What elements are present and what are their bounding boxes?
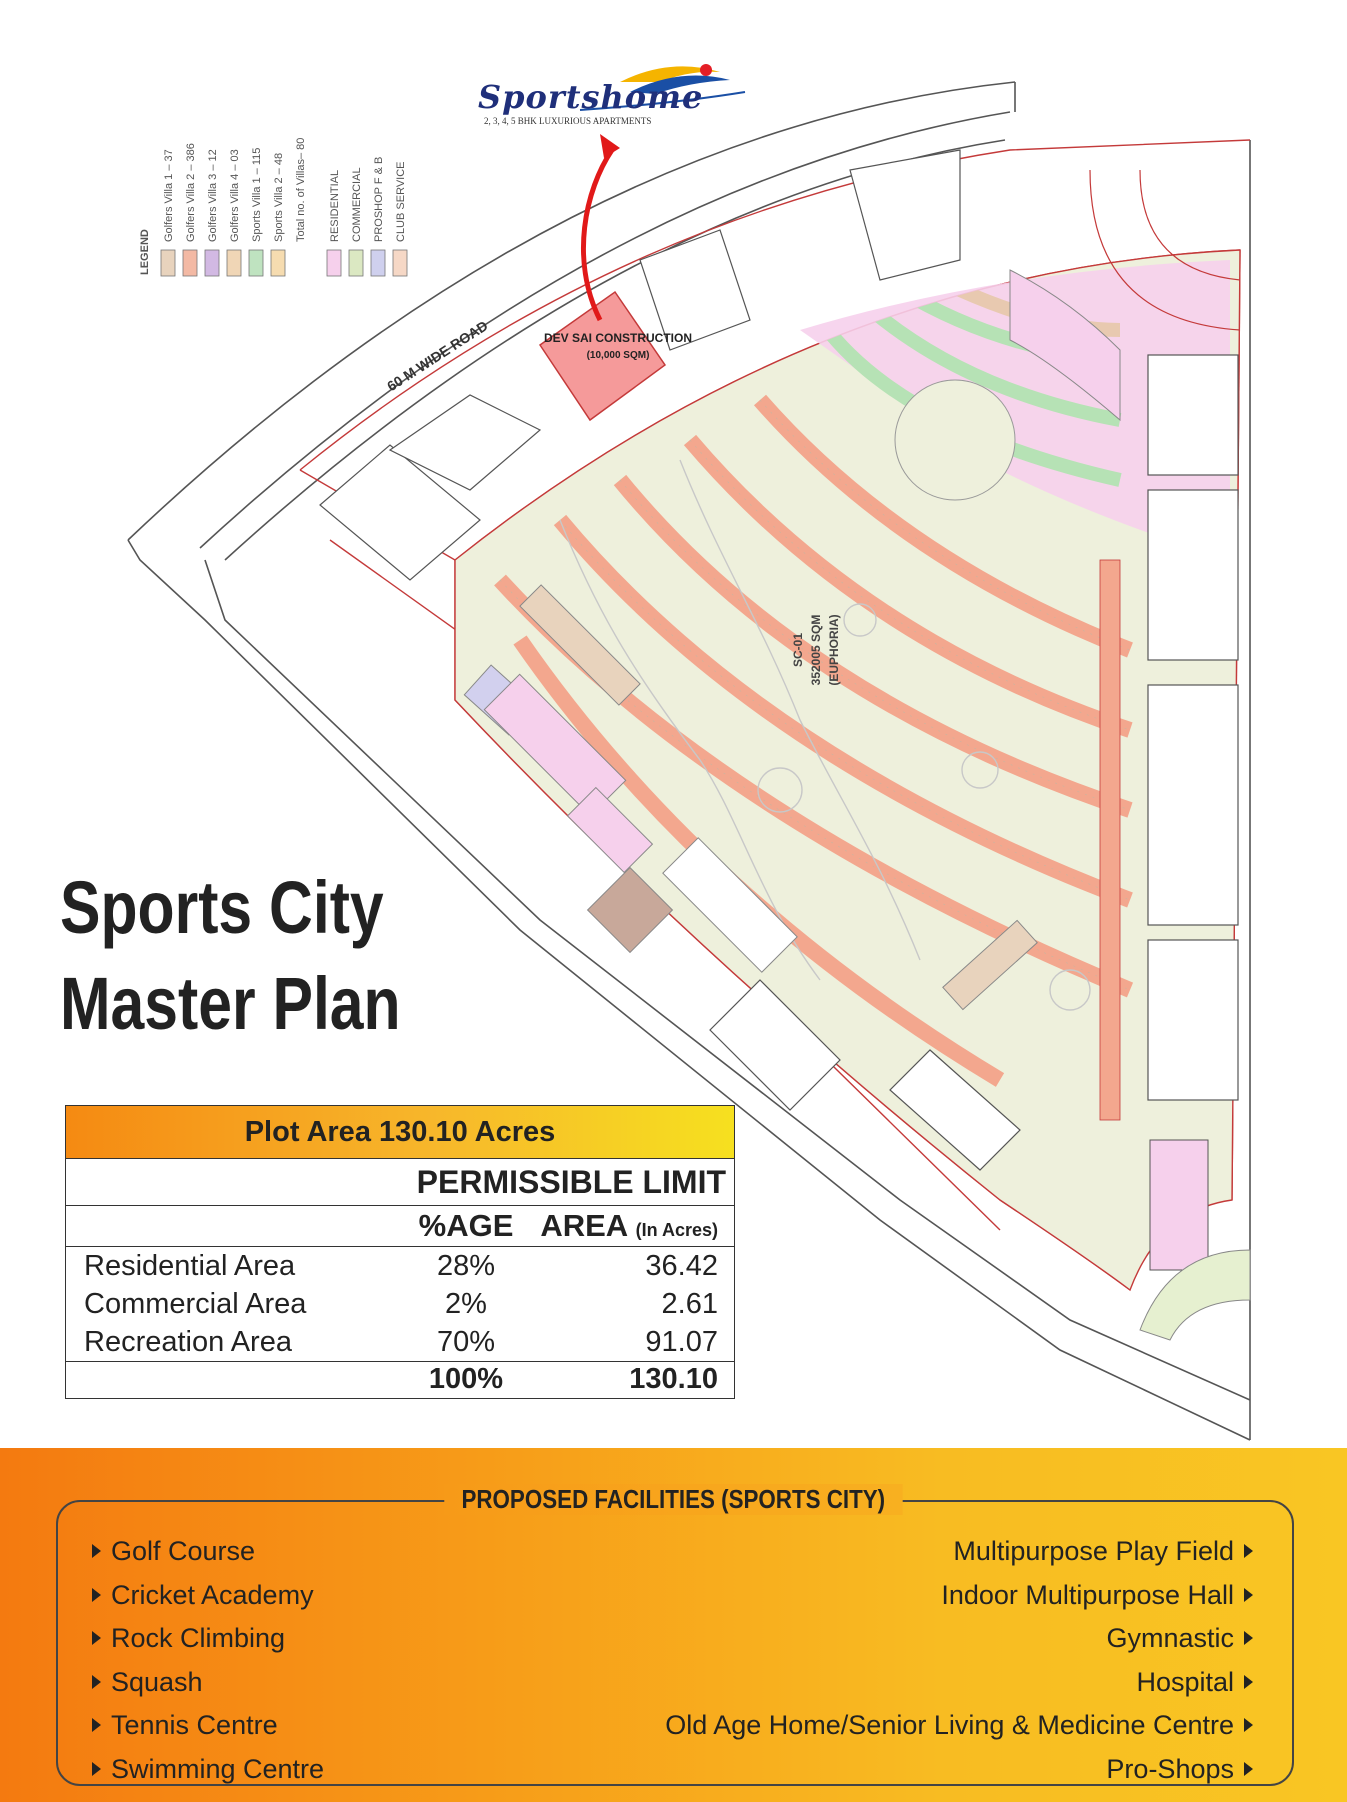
legend-swatch: [205, 250, 219, 276]
legend-entry: [393, 162, 407, 277]
row-pct: 2%: [445, 1288, 487, 1320]
row-pct: 28%: [436, 1250, 496, 1282]
center-label-line1: SC-01: [791, 632, 805, 668]
list-item: Old Age Home/Senior Living & Medicine Centre: [665, 1704, 1253, 1748]
list-item: Hospital: [665, 1661, 1253, 1705]
legend-label: COMMERCIAL: [351, 167, 363, 242]
legend-swatch: [227, 250, 241, 276]
list-item: Tennis Centre: [92, 1704, 324, 1748]
dev-sai-label: DEV SAI CONSTRUCTION: [543, 331, 693, 345]
legend-entry: [271, 153, 285, 276]
legend-label: CLUB SERVICE: [395, 161, 407, 242]
legend-label: Sports Villa 2 – 48: [273, 152, 285, 242]
logo-wordmark: Sportshome: [478, 78, 704, 116]
table-row: [66, 1323, 734, 1362]
legend-label: Golfers Villa 2 – 386: [185, 143, 197, 242]
arrow-to-plot: [583, 150, 612, 320]
legend-entry: [227, 149, 241, 276]
legend-label: Golfers Villa 1 – 37: [163, 149, 175, 242]
legend-label: Total no. of Villas– 80: [295, 137, 307, 242]
total-row: [66, 1362, 734, 1398]
list-item: Cricket Academy: [92, 1574, 324, 1618]
logo-tagline: 2, 3, 4, 5 BHK LUXURIOUS APARTMENTS: [484, 116, 652, 126]
legend-items: [161, 138, 407, 276]
legend-entry: [371, 157, 385, 276]
legend-entry: [249, 148, 263, 276]
row-pct: 70%: [436, 1326, 496, 1358]
legend-swatch: [161, 250, 175, 276]
legend-swatch: [327, 250, 341, 276]
legend: [139, 229, 151, 275]
col-pct-header: %AGE: [418, 1208, 514, 1243]
legend-entry: [183, 143, 197, 276]
list-item: Indoor Multipurpose Hall: [665, 1574, 1253, 1618]
legend-label: Golfers Villa 4 – 03: [229, 149, 241, 242]
dev-sai-area: (10,000 SQM): [586, 350, 650, 361]
legend-label: Golfers Villa 3 – 12: [207, 149, 219, 242]
legend-entry: [205, 149, 219, 276]
row-area: 91.07: [645, 1326, 718, 1358]
list-item: Gymnastic: [665, 1617, 1253, 1661]
permissible-row: [66, 1159, 734, 1206]
total-pct: 100%: [428, 1363, 504, 1395]
legend-entry: [349, 167, 363, 276]
area-table: [65, 1105, 735, 1399]
legend-label: Sports Villa 1 – 115: [251, 147, 263, 242]
legend-swatch: [371, 250, 385, 276]
legend-swatch: [393, 250, 407, 276]
title-line-2: Master Plan: [60, 962, 401, 1045]
table-row: [66, 1285, 734, 1323]
page-title: [60, 860, 401, 1052]
legend-entry: [295, 138, 307, 242]
villa-column: [1100, 560, 1120, 1120]
list-item: Multipurpose Play Field: [665, 1530, 1253, 1574]
row-area: 36.42: [645, 1250, 718, 1282]
col-area-unit: (In Acres): [635, 1220, 718, 1240]
commercial-blocks: [1148, 355, 1238, 1100]
total-area: 130.10: [629, 1363, 718, 1395]
row-label: Recreation Area: [84, 1326, 292, 1358]
list-item: Squash: [92, 1661, 324, 1705]
title-line-1: Sports City: [60, 866, 384, 949]
facilities-right-list: [665, 1530, 1253, 1791]
row-label: Commercial Area: [84, 1288, 307, 1320]
legend-swatch: [183, 250, 197, 276]
sportshome-logo: [470, 52, 750, 132]
column-header-row: [66, 1206, 734, 1247]
list-item: Rock Climbing: [92, 1617, 324, 1661]
legend-label: PROSHOP F & B: [373, 156, 385, 242]
row-label: Residential Area: [84, 1250, 296, 1282]
cricket-ground: [895, 380, 1015, 500]
table-row: [66, 1247, 734, 1285]
facilities-left-list: [92, 1530, 324, 1791]
legend-label: RESIDENTIAL: [329, 169, 341, 242]
col-area-header: [540, 1206, 718, 1250]
center-label-line3: (EUPHORIA): [827, 614, 841, 686]
row-area: 2.61: [661, 1288, 718, 1320]
list-item: Swimming Centre: [92, 1748, 324, 1792]
permissible-label: PERMISSIBLE LIMIT: [416, 1164, 726, 1200]
col-area-label: AREA: [540, 1208, 628, 1243]
list-item: Pro-Shops: [665, 1748, 1253, 1792]
legend-entry: [161, 149, 175, 276]
legend-swatch: [271, 250, 285, 276]
table-header: Plot Area 130.10 Acres: [66, 1106, 734, 1159]
facilities-title-wrap: [0, 1484, 1347, 1515]
legend-swatch: [249, 250, 263, 276]
legend-swatch: [349, 250, 363, 276]
legend-title: LEGEND: [139, 229, 151, 275]
center-label-line2: 352005 SQM: [809, 614, 823, 686]
list-item: Golf Course: [92, 1530, 324, 1574]
commercial-block-pink: [1150, 1140, 1208, 1270]
facilities-panel: [0, 1448, 1347, 1802]
road-label: 60 M WIDE ROAD: [383, 317, 491, 395]
facilities-title: PROPOSED FACILITIES (SPORTS CITY): [444, 1484, 902, 1515]
legend-entry: [327, 170, 341, 276]
